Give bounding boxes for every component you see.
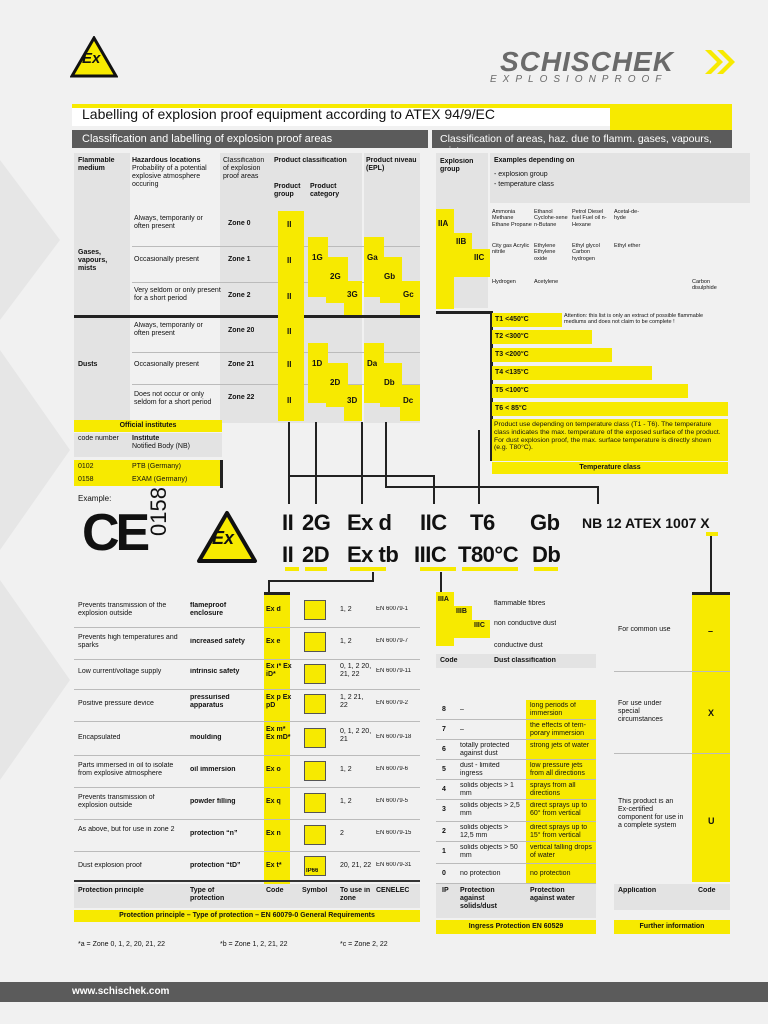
hdr-product-level: Product niveau (EPL)	[366, 157, 417, 173]
ip-solid: solids objects > 50 mm	[460, 844, 518, 860]
gas-r3c5: Carbon disulphide	[692, 279, 717, 292]
prot-footer-code: Code	[266, 887, 284, 894]
temp-4: T5 <100°C	[495, 387, 529, 394]
prot-principle: Prevents transmission of explosion outside	[78, 794, 155, 810]
gas-r3c2: Acetylene	[534, 279, 559, 285]
prot-principle: Low current/voltage supply	[78, 668, 162, 675]
prot-zone: 0, 1, 2 20, 21, 22	[340, 663, 372, 679]
prot-row-2	[74, 660, 420, 690]
dust-title: Dust classification	[494, 657, 556, 664]
prot-footer-type: Type of protection	[190, 887, 225, 903]
inst-header-sub: Notified Body (NB)	[132, 443, 190, 451]
prot-norm: EN 60079-6	[376, 766, 409, 772]
zones-table	[74, 153, 420, 423]
intrinsic-safety-icon	[304, 664, 326, 684]
prot-norm: EN 60079-7	[376, 638, 409, 644]
ip-num: 4	[442, 786, 446, 793]
ip-footer-solid: Protection against solids/dust	[460, 887, 497, 911]
temp-1: T2 <300°C	[495, 333, 529, 340]
ip-row-7	[436, 720, 596, 740]
prot-principle: Positive pressure device	[78, 700, 154, 707]
pressurised-icon	[304, 694, 326, 714]
gas-iib: IIB	[456, 237, 467, 246]
further-code: X	[708, 708, 715, 718]
temp-0: T1 <450°C	[495, 316, 529, 323]
prot-type: protection “n”	[190, 830, 238, 837]
note-a: *a = Zone 0, 1, 2, 20, 21, 22	[78, 941, 165, 948]
gas-r1c1: Ammonia Methane Ethane Propane	[492, 209, 532, 228]
prot-principle: Encapsulated	[78, 734, 121, 741]
temp-caption: Temperature class	[492, 462, 728, 474]
note-c: *c = Zone 2, 22	[340, 941, 388, 948]
mark-1-prot: Ex d	[347, 510, 392, 535]
ip-row-6	[436, 740, 596, 760]
right-header: Classification of areas, haz. due to flamm. gases, vapours,	[432, 130, 732, 148]
prot-norm: EN 60079-1	[376, 606, 409, 612]
prot-row-0	[74, 596, 420, 628]
ip-num: 7	[442, 726, 446, 733]
background-chevrons	[0, 120, 80, 980]
cert-number	[582, 515, 710, 531]
prot-type: powder filling	[190, 798, 236, 805]
brand-chevrons-icon	[705, 50, 745, 74]
ip66-label: IP66	[306, 868, 319, 874]
ip-water: direct sprays up to 15° from vertical	[530, 824, 588, 840]
prot-type: moulding	[190, 734, 222, 741]
hdr-medium	[78, 157, 128, 173]
ip-water: low pressure jets from all directions	[530, 762, 585, 778]
inst-code-0: 0102	[78, 463, 94, 470]
ip-solid: solids objects > 12,5 mm	[460, 824, 509, 840]
inst-name-0: PTB (Germany)	[132, 463, 182, 470]
hdr-hazard	[132, 157, 220, 189]
prot-type: flameproof enclosure	[190, 602, 227, 618]
prot-zone: 1, 2 21, 22	[340, 694, 364, 710]
mark-1-group: II	[282, 510, 294, 535]
dust-iiib: IIIB	[456, 608, 467, 615]
prot-principle: Prevents transmission of the explosion outside	[78, 602, 167, 618]
zone-name: Zone 22	[228, 394, 255, 401]
prot-code: Ex o	[266, 766, 281, 773]
group-1: II	[287, 256, 292, 265]
ip-water: vertical falling drops of water	[530, 844, 592, 860]
ip-row-1	[436, 842, 596, 864]
cert-text: NB 12 ATEX 1007	[582, 515, 697, 531]
group-0: II	[287, 220, 292, 229]
ip-solid: no protection	[460, 870, 501, 877]
prot-row-7	[74, 820, 420, 852]
flameproof-icon	[304, 600, 326, 620]
ip-water: long periods of immersion	[530, 702, 576, 718]
zone-desc: Always, temporarily or often present	[134, 215, 203, 231]
protection-n-icon	[304, 825, 326, 845]
cat-5: 3D	[347, 396, 358, 405]
hdr-product-category: Product category	[310, 183, 340, 199]
prot-zone: 20, 21, 22	[340, 862, 372, 869]
prot-row-4	[74, 722, 420, 756]
prot-type: increased safety	[190, 638, 245, 645]
gas-hdr-group: Explosion group	[440, 158, 474, 174]
ip-num: 3	[442, 806, 446, 813]
prot-code: Ex i* Ex iD*	[266, 663, 292, 679]
increased-safety-icon	[304, 632, 326, 652]
dust-c: conductive dust	[494, 642, 543, 649]
further-app: For use under special circumstances	[618, 700, 663, 724]
prot-row-1	[74, 628, 420, 660]
hdr-product-group: Product group	[274, 183, 301, 199]
mark-1-cat: 2G	[302, 510, 331, 535]
epl-0: Ga	[367, 253, 378, 262]
website-footer[interactable]: www.schischek.com	[0, 982, 768, 1002]
gas-r1c4: Acetal-de-hyde	[614, 209, 640, 222]
ip-solid: solids objects > 2,5 mm	[460, 802, 520, 818]
mark-2-group: II	[282, 542, 294, 567]
group-4: II	[287, 360, 292, 369]
prot-principle: Dust explosion proof	[78, 862, 142, 869]
brand-name: SCHISCHEK	[500, 46, 674, 77]
further-footer-code: Code	[698, 887, 716, 894]
dust-iiic: IIIC	[474, 622, 485, 629]
inst-code-1: 0158	[78, 476, 94, 483]
prot-footer	[74, 884, 420, 908]
prot-zone: 1, 2	[340, 766, 352, 773]
ex-triangle-text: Ex	[212, 528, 235, 548]
prot-principle: Prevents high temperatures and sparks	[78, 634, 178, 650]
ip-num: 2	[442, 828, 446, 835]
zone-desc: Occasionally present	[134, 361, 199, 368]
hdr-product-class: Product classification	[274, 157, 347, 164]
ex-logo-text: Ex	[82, 50, 101, 67]
prot-norm: EN 60079-5	[376, 798, 409, 804]
note-b: *b = Zone 1, 2, 21, 22	[220, 941, 288, 948]
hdr-hazard-title: Hazardous locations	[132, 157, 201, 164]
cat-2: 3G	[347, 290, 358, 299]
group-2: II	[287, 292, 292, 301]
cat-1: 2G	[330, 272, 341, 281]
prot-footer-norm: CENELEC	[376, 887, 410, 894]
ip-row-4	[436, 780, 596, 800]
cat-3: 1D	[312, 359, 323, 368]
prot-norm: EN 60079-18	[376, 734, 412, 740]
ip-solid: solids objects > 1 mm	[460, 782, 514, 798]
ip-row-0	[436, 864, 596, 884]
gas-hdr-examples: Examples depending on	[494, 157, 575, 164]
moulding-icon	[304, 728, 326, 748]
dust-b: non conductive dust	[494, 620, 557, 627]
ip-row-2	[436, 822, 596, 842]
prot-row-3	[74, 690, 420, 722]
cat-0: 1G	[312, 253, 323, 262]
prot-zone: 0, 1, 2 20, 21	[340, 728, 372, 744]
hdr-hazard-sub: Probability of a potential explosive atmosphere occuring	[132, 165, 207, 189]
epl-3: Da	[367, 359, 378, 368]
gas-iia: IIA	[438, 219, 449, 228]
temp-2: T3 <200°C	[495, 351, 529, 358]
zone-name: Zone 2	[228, 292, 251, 299]
inst-name-1: EXAM (Germany)	[132, 476, 188, 483]
group-5: II	[287, 396, 292, 405]
cert-x: X	[700, 515, 710, 531]
gas-attention: Attention: this list is only an extract of possible flammable mediums and does not claim to be complete !	[564, 313, 704, 326]
ip-water: direct sprays up to 60° from vertical	[530, 802, 588, 818]
ip-water: no protection	[530, 870, 571, 877]
zone-name: Zone 20	[228, 327, 255, 334]
inst-code-header: code number	[78, 435, 119, 442]
group-3: II	[287, 327, 292, 336]
ip-num: 6	[442, 746, 446, 753]
protection-table	[74, 592, 420, 922]
dust-code: Code	[440, 657, 458, 664]
further-footer	[614, 884, 730, 910]
ip-num: 0	[442, 870, 446, 877]
cat-4: 2D	[330, 378, 341, 387]
mark-2-epl: Db	[532, 542, 561, 567]
zone-desc: Always, temporarily or often present	[134, 322, 203, 338]
prot-norm: EN 60079-11	[376, 668, 411, 674]
ip-solid: totally protected against dust	[460, 742, 510, 758]
ce-mark: CE	[82, 504, 147, 562]
further-row-2	[614, 754, 730, 882]
further-app: This product is an Ex-certified component for use in a complete system	[618, 798, 684, 830]
prot-code: Ex e	[266, 638, 281, 645]
oil-immersion-icon	[304, 761, 326, 781]
prot-code: Ex m* Ex mD*	[266, 726, 291, 742]
ip-caption: Ingress Protection EN 60529	[436, 920, 596, 934]
powder-filling-icon	[304, 793, 326, 813]
prot-footer-principle: Protection principle	[78, 887, 144, 894]
zone-name: Zone 21	[228, 361, 255, 368]
example-label: Example:	[78, 494, 112, 503]
institutes-title: Official institutes	[74, 420, 222, 432]
mark-1-temp: T6	[470, 510, 495, 535]
dust-class-table	[436, 592, 596, 668]
page-title: Labelling of explosion proof equipment according to ATEX 94/9/EC	[82, 106, 495, 122]
prot-norm: EN 60079-31	[376, 862, 412, 868]
epl-1: Gb	[384, 272, 396, 281]
gas-r2c4: Ethyl ether	[614, 243, 641, 249]
mark-2-dustgroup: IIIC	[414, 542, 447, 567]
epl-2: Gc	[403, 290, 414, 299]
prot-type: pressurised apparatus	[190, 694, 230, 710]
prot-norm: EN 60079-2	[376, 700, 409, 706]
ip-solid: –	[460, 706, 464, 713]
gas-groups-table	[436, 153, 756, 478]
ip-footer-ip: IP	[442, 887, 449, 894]
gas-label: Gases, vapours, mists	[78, 249, 108, 273]
ip-water: sprays from all directions	[530, 782, 576, 798]
further-caption: Further information	[614, 920, 730, 934]
mark-2-prot: Ex tb	[347, 542, 399, 567]
prot-type: intrinsic safety	[190, 668, 240, 675]
institutes-table	[74, 420, 222, 492]
further-footer-app: Application	[618, 887, 657, 894]
temp-note: Product use depending on temperature class (T1 - T6). The temperature class indicates the max. temperature of the exposed surface of the product. For dust explosion proof, the max. surface temperature is directly shown (e.g. T80°C).	[492, 419, 728, 461]
ip-num: 5	[442, 766, 446, 773]
prot-norm: EN 60079-15	[376, 830, 412, 836]
further-row-1	[614, 672, 730, 754]
further-code: U	[708, 816, 715, 826]
gas-r1c3: Petrol Diesel fuel Fuel oil n-Hexane	[572, 209, 607, 228]
prot-row-6	[74, 788, 420, 820]
prot-zone: 1, 2	[340, 606, 352, 613]
mark-2-temp: T80°C	[458, 542, 519, 567]
epl-4: Db	[384, 378, 395, 387]
title-accent	[610, 104, 732, 130]
ip-footer	[436, 884, 596, 918]
prot-row-8	[74, 852, 420, 882]
zone-desc: Occasionally present	[134, 256, 199, 263]
ip-footer-water: Protection against water	[530, 887, 575, 903]
ip-row-3	[436, 800, 596, 822]
ip-solid: dust - limited ingress	[460, 762, 500, 778]
ip-row-5	[436, 760, 596, 780]
zone-name: Zone 0	[228, 220, 251, 227]
ip-row-8	[436, 700, 596, 720]
hdr-medium-text: Flammable medium	[78, 157, 115, 173]
temp-bar-5	[492, 402, 728, 416]
prot-type: protection “tD”	[190, 862, 241, 869]
prot-code: Ex p Ex pD	[266, 694, 292, 710]
mark-2-cat: 2D	[302, 542, 330, 567]
prot-footer-symbol: Symbol	[302, 887, 328, 894]
prot-caption: Protection principle – Type of protection – EN 60079-0 General Requirements	[74, 910, 420, 922]
prot-code: Ex q	[266, 798, 281, 805]
gas-r1c2: Ethanol Cyclohe-xene n-Butane	[534, 209, 568, 228]
nb-number: 0158	[146, 487, 171, 536]
prot-zone: 1, 2	[340, 638, 352, 645]
further-app: For common use	[618, 626, 671, 633]
inst-header-title: Institute	[132, 435, 160, 442]
further-row-0	[614, 592, 730, 672]
zone-name: Zone 1	[228, 256, 251, 263]
gas-hdr-ex2: - temperature class	[494, 181, 554, 188]
inst-name-header	[132, 435, 222, 451]
prot-zone: 2	[340, 830, 344, 837]
gas-r3c1: Hydrogen	[492, 279, 516, 285]
prot-row-5	[74, 756, 420, 788]
prot-principle: Parts immersed in oil to isolate from explosive atmosphere	[78, 762, 174, 778]
mark-1-gasgroup: IIC	[420, 510, 447, 535]
prot-code: Ex t*	[266, 862, 282, 869]
dust-a: flammable fibres	[494, 600, 546, 607]
gas-r2c1: City gas Acrylic nitrile	[492, 243, 530, 256]
epl-5: Dc	[403, 396, 414, 405]
temp-5: T6 < 85°C	[495, 405, 527, 412]
temp-3: T4 <135°C	[495, 369, 529, 376]
prot-code: Ex n	[266, 830, 281, 837]
prot-zone: 1, 2	[340, 798, 352, 805]
prot-principle: As above, but for use in zone 2	[78, 826, 175, 833]
mark-1-epl: Gb	[530, 510, 560, 535]
zone-desc: Very seldom or only present for a short period	[134, 287, 221, 303]
ip-solid: –	[460, 726, 464, 733]
dust-label: Dusts	[78, 361, 98, 368]
zone-desc: Does not occur or only seldom for a short period	[134, 391, 212, 407]
gas-r2c2: Ethylene Ethylene oxide	[534, 243, 556, 262]
brand-tagline: EXPLOSIONPROOF	[490, 74, 668, 85]
left-header: Classification and labelling of explosion proof areas	[72, 130, 428, 148]
further-table	[614, 592, 730, 936]
dust-iiia: IIIA	[438, 596, 449, 603]
further-code: –	[708, 626, 714, 636]
ip-water: the effects of tem-porary immersion	[530, 722, 586, 738]
prot-footer-zone: To use in zone	[340, 887, 371, 903]
ip-water: strong jets of water	[530, 742, 590, 749]
prot-type: oil immersion	[190, 766, 236, 773]
ip-num: 8	[442, 706, 446, 713]
gas-hdr-ex1: - explosion group	[494, 171, 548, 178]
gas-r2c3: Ethyl glycol Carbon hydrogen	[572, 243, 600, 262]
ip-num: 1	[442, 848, 446, 855]
gas-iic: IIC	[474, 253, 485, 262]
hdr-classification: Classification of explosion proof areas	[223, 157, 265, 181]
ip-table	[436, 700, 596, 936]
prot-code: Ex d	[266, 606, 281, 613]
